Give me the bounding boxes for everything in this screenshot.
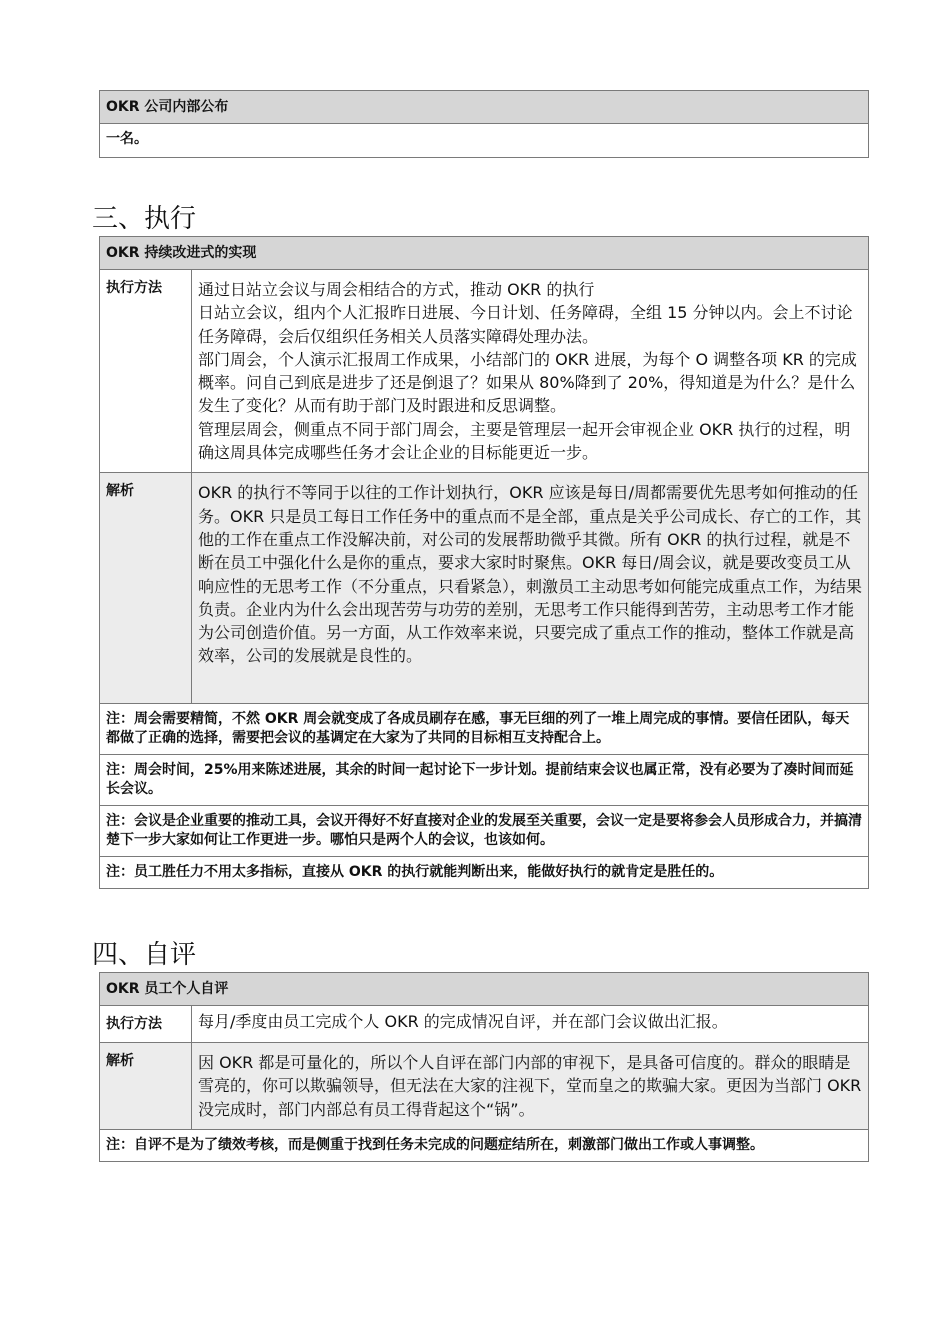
note: 注：周会时间，25%用来陈述进展，其余的时间一起讨论下一步计划。提前结束会议也属正常，没有必要为了凑时间而延长会议。	[100, 755, 869, 806]
execute-table	[99, 236, 869, 889]
note: 注：自评不是为了绩效考核，而是侧重于找到任务未完成的问题症结所在，刺激部门做出工作或人事调整。	[100, 1129, 869, 1161]
note: 注：周会需要精简，不然 OKR 周会就变成了各成员刷存在感，事无巨细的列了一堆上周完成的事情。要信任团队，每天都做了正确的选择，需要把会议的基调定在大家为了共同的目标相互支持配合上。	[100, 704, 869, 755]
analysis-label: 解析	[100, 1043, 192, 1130]
analysis-content: OKR 的执行不等同于以往的工作计划执行，OKR 应该是每日/周都需要优先思考如何推动的任务。OKR 只是员工每日工作任务中的重点而不是全部，重点是关乎公司成长、存亡的工作，其他的工作在重点工作没解决前，对公司的发展帮助微乎其微。所有 OKR 的执行过程，就是不断在员工中强化什么是你的重点，要求大家时时聚焦。OKR 每日/周会议，就是要改变员工从响应性的无思考工作（不分重点，只看紧急），刺激员工主动思考如何能完成重点工作，为结果负责。企业内为什么会出现苦劳与功劳的差别，无思考工作只能得到苦劳，主动思考工作才能为公司创造价值。另一方面，从工作效率来说，只要完成了重点工作的推动，整体工作就是高效率，公司的发展就是良性的。	[192, 473, 869, 704]
analysis-content: 因 OKR 都是可量化的，所以个人自评在部门内部的审视下，是具备可信度的。群众的眼睛是雪亮的，你可以欺骗领导，但无法在大家的注视下，堂而皇之的欺骗大家。更因为当部门 OKR 没完成时，部门内部总有员工得背起这个“锅”。	[192, 1043, 869, 1130]
note: 注：会议是企业重要的推动工具，会议开得好不好直接对企业的发展至关重要，会议一定是要将参会人员形成合力，并搞清楚下一步大家如何让工作更进一步。哪怕只是两个人的会议，也该如何。	[100, 806, 869, 857]
table-header: OKR 公司内部公布	[100, 91, 869, 124]
table-header: OKR 员工个人自评	[100, 973, 869, 1006]
method-paragraph: 部门周会，个人演示汇报周工作成果，小结部门的 OKR 进展，为每个 O 调整各项 KR 的完成概率。问自己到底是进步了还是倒退了？如果从 80%降到了 20%，得知道是为什么？是什么发生了变化？从而有助于部门及时跟进和反思调整。	[198, 349, 857, 416]
method-paragraph: 通过日站立会议与周会相结合的方式，推动 OKR 的执行	[198, 280, 595, 299]
method-label: 执行方法	[100, 1006, 192, 1043]
method-paragraph: 日站立会议，组内个人汇报昨日进展、今日计划、任务障碍，全组 15 分钟以内。会上不讨论任务障碍，会后仅组织任务相关人员落实障碍处理办法。	[198, 303, 853, 346]
self-eval-table	[99, 972, 869, 1162]
method-content: 每月/季度由员工完成个人 OKR 的完成情况自评，并在部门会议做出汇报。	[192, 1006, 869, 1043]
table-cell: 一名。	[100, 124, 869, 158]
table-header: OKR 持续改进式的实现	[100, 237, 869, 270]
analysis-label: 解析	[100, 473, 192, 704]
top-table	[99, 90, 869, 158]
note: 注：员工胜任力不用太多指标，直接从 OKR 的执行就能判断出来，能做好执行的就肯定是胜任的。	[100, 857, 869, 889]
section-title-execute: 三、执行	[92, 204, 197, 234]
section-title-self-eval: 四、自评	[92, 940, 197, 970]
method-label: 执行方法	[100, 270, 192, 473]
method-content	[192, 270, 869, 473]
method-paragraph: 管理层周会，侧重点不同于部门周会，主要是管理层一起开会审视企业 OKR 执行的过程，明确这周具体完成哪些任务才会让企业的目标能更近一步。	[198, 419, 851, 463]
